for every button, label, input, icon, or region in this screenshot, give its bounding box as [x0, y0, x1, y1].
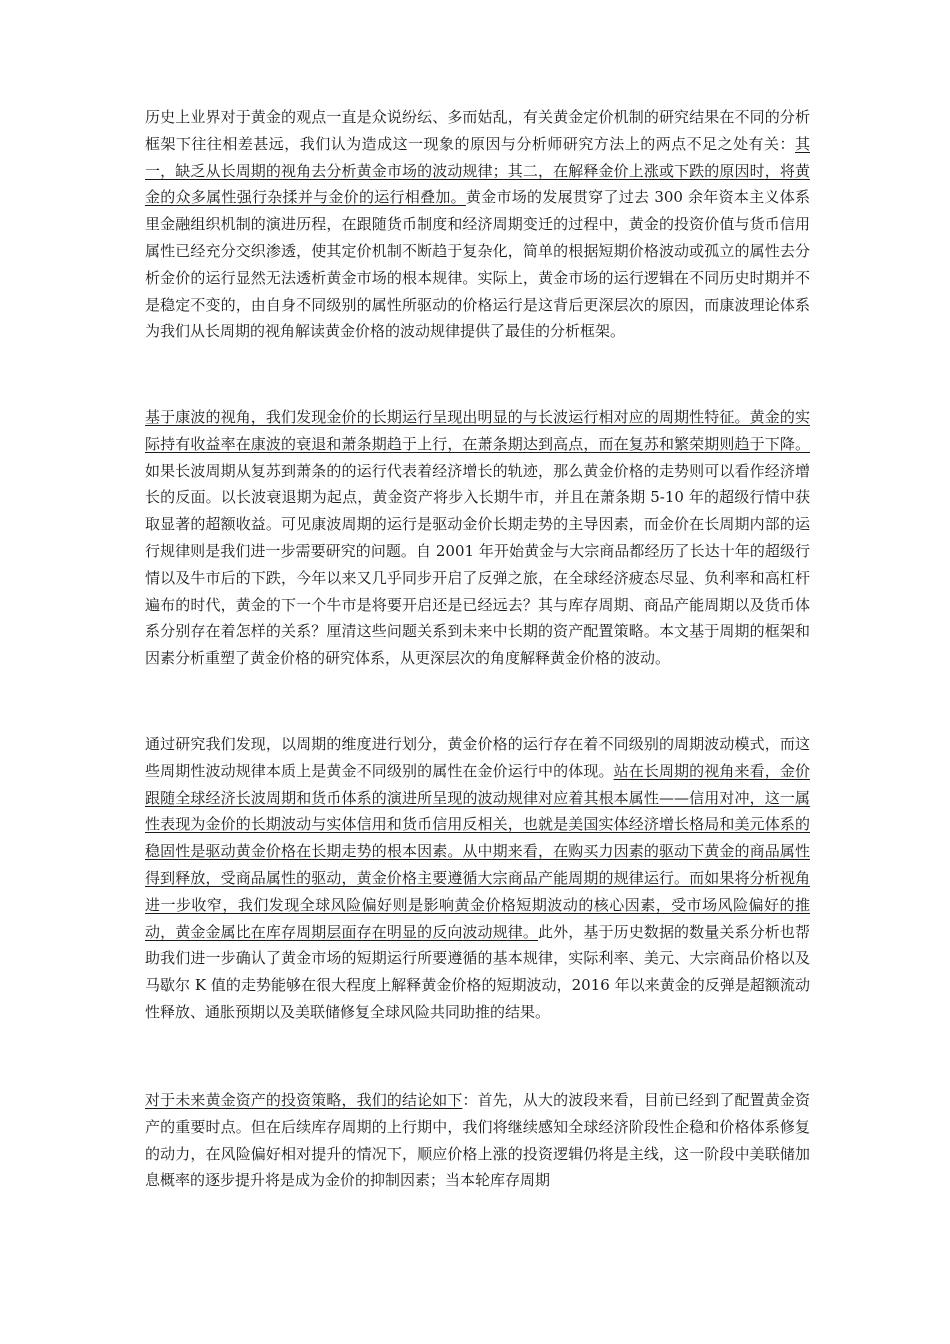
paragraph-3-underlined-text: 站在长周期的视角来看，金价跟随全球经济长波周期和货币体系的演进所呈现的波动规律对应着其根本属性——信用对冲，这一属性表现为金价的长期波动与实体信用和货币信用反相关，也就是美国实体经济增长格局和美元体系的稳固性是驱动黄金价格在长期走势的根本因素。从中期来看，在购买力因素的驱动下黄金的商品属性得到释放，受商品属性的驱动，黄金价格主要遵循大宗商品产能周期的规律运行。而如果将分析视角进一步收窄，我们发现全球风险偏好则是影响黄金价格短期波动的核心因素，受市场风险偏好的推动，黄金金属比在库存周期层面存在明显的反向波动规律。 [145, 761, 810, 941]
paragraph-4-underlined-text: 对于未来黄金资产的投资策略，我们的结论如下 [145, 1091, 463, 1109]
paragraph-3-text-b: 此外，基于历史数据的数量关系分析也帮助我们进一步确认了黄金市场的短期运行所要遵循的基本规律，实际利率、美元、大宗商品价格以及马歇尔 K 值的走势能够在很大程度上解释黄金价格的短期波动，2016 年以来黄金的反弹是超额流动性释放、通胀预期以及美联储修复全球风险共同助推的结果。 [145, 922, 810, 1021]
paragraph-1-underlined-text: 其一，缺乏从长周期的视角去分析黄金市场的波动规律；其二，在解释金价上涨或下跌的原因时，将黄金的众多属性强行杂揉并与金价的运行相叠加。 [145, 134, 810, 207]
paragraph-3 [145, 731, 810, 1026]
paragraph-2-underlined-text: 基于康波的视角，我们发现金价的长期运行呈现出明显的与长波运行相对应的周期性特征。黄金的实际持有收益率在康波的衰退和萧条期趋于上行，在萧条期达到高点，而在复苏和繁荣期则趋于下降。 [145, 408, 810, 453]
paragraph-4-text: ：首先，从大的波段来看，目前已经到了配置黄金资产的重要时点。但在后续库存周期的上行期中，我们将继续感知全球经济阶段性企稳和价格体系修复的动力，在风险偏好相对提升的情况下，顺应价格上涨的投资逻辑仍将是主线，这一阶段中美联储加息概率的逐步提升将是成为金价的抑制因素；当本轮库存周期 [145, 1091, 810, 1190]
paragraph-4 [145, 1087, 810, 1194]
paragraph-2-text: 如果长波周期从复苏到萧条的的运行代表着经济增长的轨迹，那么黄金价格的走势则可以看作经济增长的反面。以长波衰退期为起点，黄金资产将步入长期牛市，并且在萧条期 5-10 年的超级行情中获取显著的超额收益。可见康波周期的运行是驱动金价长期走势的主导因素，而金价在长周期内部的运行规律则是我们进一步需要研究的问题。自 2001 年开始黄金与大宗商品都经历了长达十年的超级行情以及牛市后的下跌，今年以来又几乎同步开启了反弹之旅，在全球经济疲态尽显、负利率和高杠杆遍布的时代，黄金的下一个牛市是将要开启还是已经远去？其与库存周期、商品产能周期以及货币体系分别存在着怎样的关系？厘清这些问题关系到未来中长期的资产配置策略。本文基于周期的框架和因素分析重塑了黄金价格的研究体系，从更深层次的角度解释黄金价格的波动。 [145, 461, 810, 668]
paragraph-1-text-b: 黄金市场的发展贯穿了过去 300 余年资本主义体系里金融组织机制的演进历程，在跟随货币制度和经济周期变迁的过程中，黄金的投资价值与货币信用属性已经充分交织渗透，使其定价机制不断趋于复杂化，简单的根据短期价格波动或孤立的属性去分析金价的运行显然无法透析黄金市场的根本规律。实际上，黄金市场的运行逻辑在不同历史时期并不是稳定不变的，由自身不同级别的属性所驱动的价格运行是这背后更深层次的原因，而康波理论体系为我们从长周期的视角解读黄金价格的波动规律提供了最佳的分析框架。 [145, 188, 810, 341]
paragraph-1 [145, 104, 810, 345]
paragraph-3-text-a: 通过研究我们发现，以周期的维度进行划分，黄金价格的运行存在着不同级别的周期波动模式，而这些周期性波动规律本质上是黄金不同级别的属性在金价运行中的体现。 [145, 735, 810, 780]
paragraph-1-text-a: 历史上业界对于黄金的观点一直是众说纷纭、多而姑乱，有关黄金定价机制的研究结果在不同的分析框架下往往相差甚远，我们认为造成这一现象的原因与分析师研究方法上的两点不足之处有关： [145, 108, 810, 153]
paragraph-2 [145, 404, 810, 672]
